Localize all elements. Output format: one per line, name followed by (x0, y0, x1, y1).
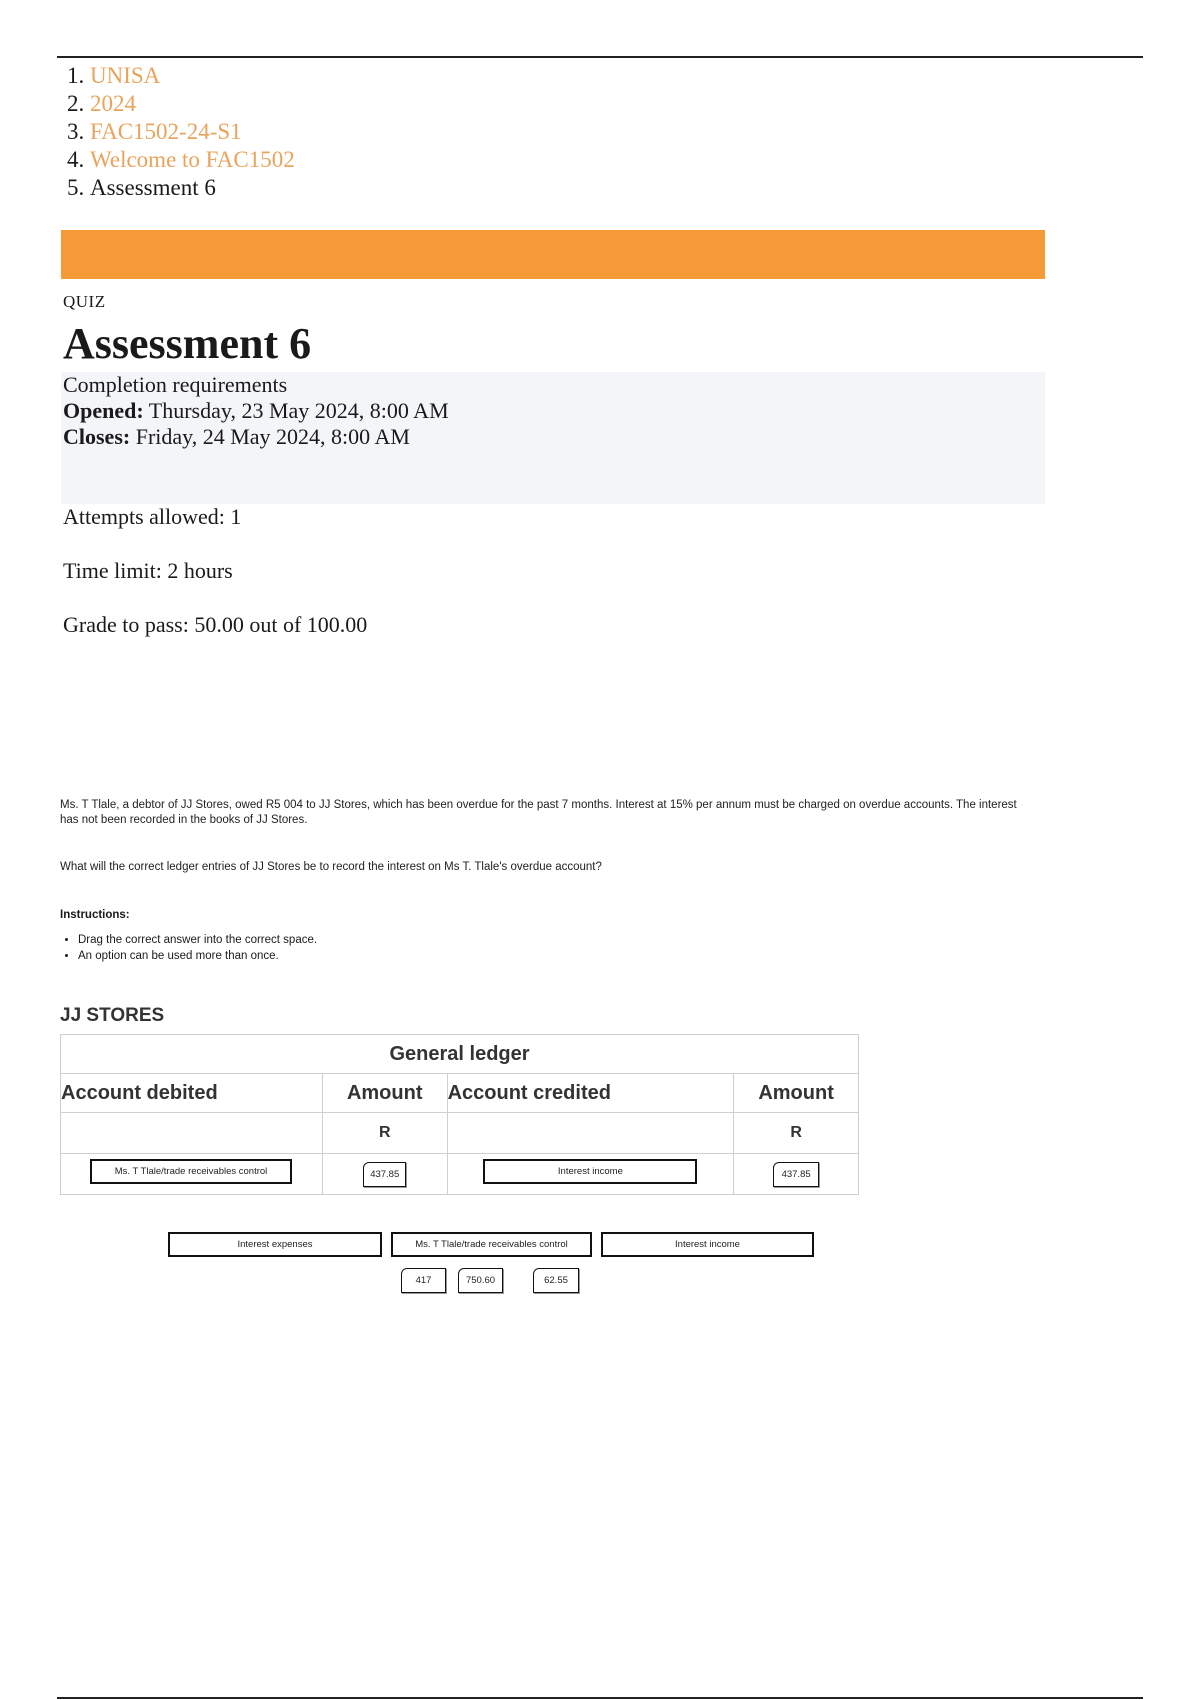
currency-debit: R (322, 1113, 447, 1154)
grade-to-pass: Grade to pass: 50.00 out of 100.00 (63, 612, 368, 637)
breadcrumb-item[interactable] (90, 118, 295, 146)
course-banner (61, 230, 1045, 279)
opened-date (63, 398, 1045, 424)
breadcrumb-link-2024[interactable]: 2024 (90, 91, 136, 116)
breadcrumb-current: 5. Assessment 6 (90, 174, 295, 202)
breadcrumb-link-unisa[interactable]: UNISA (90, 63, 161, 88)
closes-label: Closes: (63, 424, 131, 449)
option-interest-expenses[interactable]: Interest expenses (168, 1232, 382, 1257)
ledger-title: General ledger (61, 1035, 859, 1074)
instructions-list (60, 932, 317, 964)
completion-requirements (61, 372, 1045, 504)
drop-zone-credit-account[interactable]: Interest income (483, 1159, 697, 1184)
general-ledger-table (60, 1034, 859, 1195)
option-amount-62-55[interactable]: 62.55 (533, 1268, 579, 1293)
breadcrumb (48, 62, 295, 202)
drop-zone-cell (734, 1154, 859, 1195)
instruction-item: • Drag the correct answer into the correct space. (78, 932, 317, 948)
drop-zone-cell (322, 1154, 447, 1195)
breadcrumb-item[interactable] (90, 90, 295, 118)
activity-type-label: QUIZ (63, 292, 106, 311)
instructions-title: Instructions: (60, 909, 130, 921)
currency-blank-cell (447, 1113, 734, 1154)
instruction-item: • An option can be used more than once. (78, 948, 317, 964)
drop-zone-debit-amount[interactable]: 437.85 (363, 1162, 406, 1187)
option-amount-750-60[interactable]: 750.60 (458, 1268, 503, 1293)
opened-label: Opened: (63, 398, 144, 423)
top-rule (57, 56, 1143, 58)
option-trade-receivables-control[interactable]: Ms. T Tlale/trade receivables control (391, 1232, 592, 1257)
page-title: Assessment 6 (63, 319, 312, 368)
header-amount-credit: Amount (734, 1074, 859, 1113)
opened-value: Thursday, 23 May 2024, 8:00 AM (148, 398, 449, 423)
attempts-allowed: Attempts allowed: 1 (63, 504, 242, 529)
drop-zone-cell (61, 1154, 323, 1195)
breadcrumb-item[interactable] (90, 62, 295, 90)
company-title: JJ STORES (60, 1005, 165, 1026)
completion-heading: Completion requirements (63, 372, 288, 397)
header-account-debited: Account debited (61, 1074, 323, 1113)
time-limit: Time limit: 2 hours (63, 558, 233, 583)
closes-value: Friday, 24 May 2024, 8:00 AM (135, 424, 410, 449)
header-amount-debit: Amount (322, 1074, 447, 1113)
option-interest-income[interactable]: Interest income (601, 1232, 814, 1257)
drop-zone-credit-amount[interactable]: 437.85 (773, 1162, 819, 1187)
question-prompt: What will the correct ledger entries of JJ Stores be to record the interest on Ms T. Tlale's overdue account? (60, 861, 602, 873)
currency-blank-cell (61, 1113, 323, 1154)
header-account-credited: Account credited (447, 1074, 734, 1113)
breadcrumb-link-welcome[interactable]: Welcome to FAC1502 (90, 147, 295, 172)
question-text: Ms. T Tlale, a debtor of JJ Stores, owed R5 004 to JJ Stores, which has been overdue for the past 7 months. Interest at 15% per annum must be charged on overdue accounts. The interest has not been recorded in the books of JJ Stores. (60, 799, 1017, 826)
drop-zone-cell (447, 1154, 734, 1195)
drop-zone-debit-account[interactable]: Ms. T Tlale/trade receivables control (90, 1159, 292, 1184)
breadcrumb-link-course[interactable]: FAC1502-24-S1 (90, 119, 242, 144)
currency-credit: R (734, 1113, 859, 1154)
option-amount-417[interactable]: 417 (401, 1268, 446, 1293)
answer-row (61, 1154, 859, 1195)
bottom-rule (57, 1697, 1143, 1699)
closes-date (63, 424, 1045, 450)
breadcrumb-item[interactable] (90, 146, 295, 174)
